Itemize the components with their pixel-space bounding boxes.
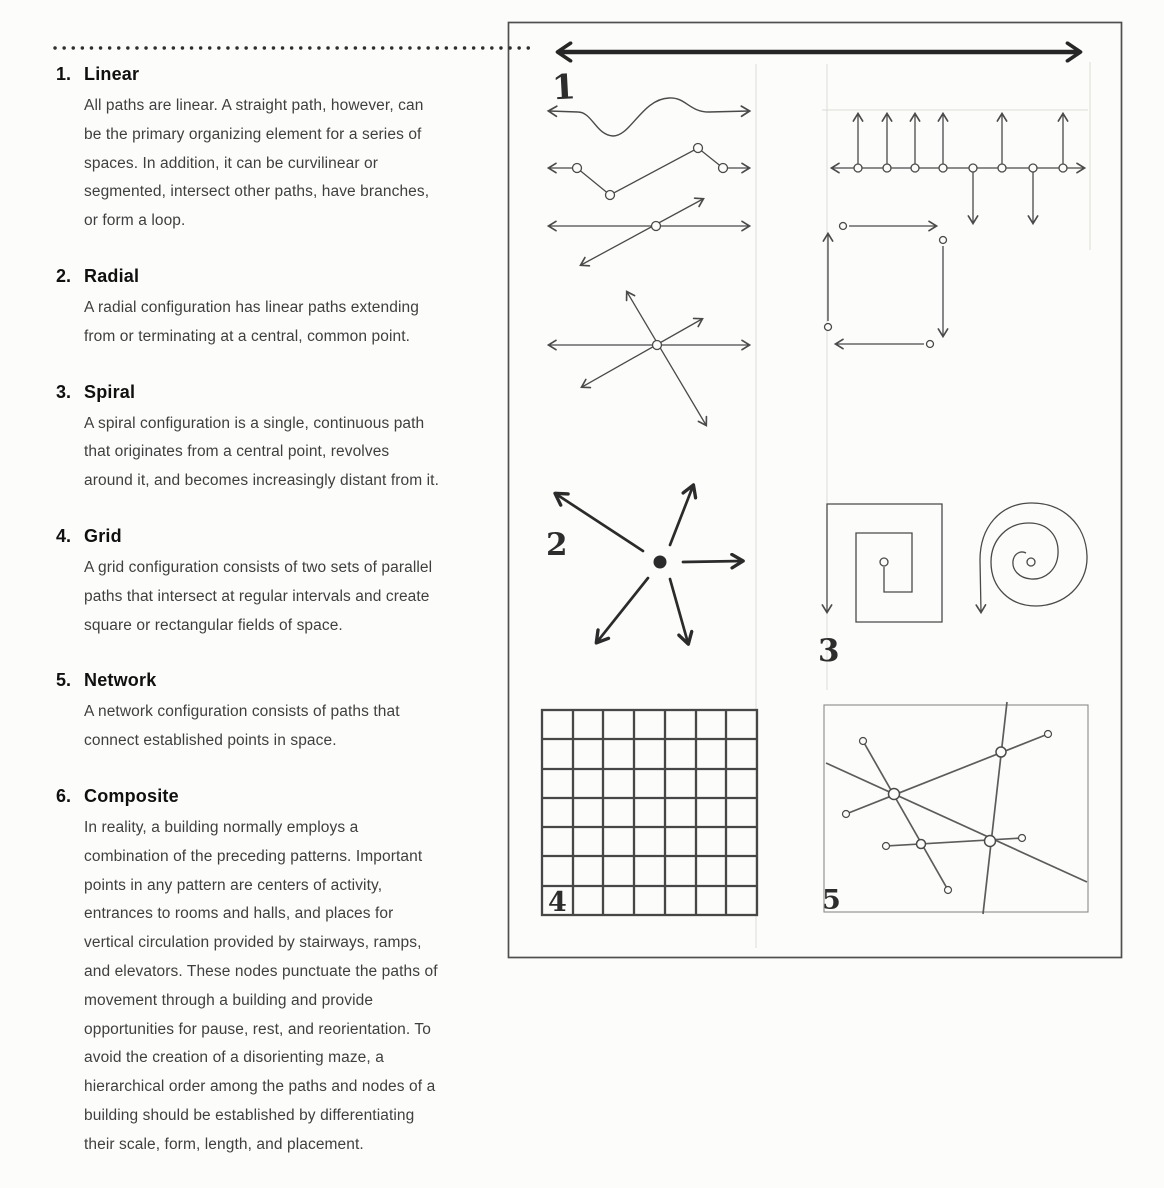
network-junction-node	[985, 836, 996, 847]
branch-node	[653, 341, 662, 350]
linear-branch-diagram	[549, 292, 749, 425]
section-number: 1.	[56, 64, 72, 84]
section-number: 4.	[56, 525, 72, 546]
network-diagram	[824, 702, 1088, 914]
central-point-node	[654, 556, 667, 569]
radial-diagram	[556, 486, 742, 643]
section-body: A radial configuration has linear paths extending from or terminating at a central, common point.	[84, 298, 419, 345]
round-spiral-diagram	[980, 503, 1087, 612]
linear-curvilinear-diagram	[549, 98, 749, 136]
panel-frame	[509, 23, 1122, 958]
section-body: A network configuration consists of paths that connect established points in space.	[84, 703, 400, 750]
spiral-origin-node	[880, 558, 888, 566]
linear-segmented-diagram	[549, 144, 749, 200]
spiral-origin-node	[1027, 558, 1035, 566]
section-title: Linear	[84, 64, 140, 84]
loop-diagram	[825, 223, 947, 348]
section-number: 2.	[56, 265, 72, 286]
label-radial: 2	[546, 527, 568, 563]
section-number: 3.	[56, 381, 72, 402]
grid-diagram	[542, 710, 757, 915]
network-junction-node	[996, 747, 1006, 757]
label-network: 5	[822, 885, 841, 916]
linear-intersect-diagram	[549, 199, 749, 265]
pencil-guide-lines	[756, 62, 1090, 948]
section-body: A spiral configuration is a single, continuous path that originates from a central point, revolves around it, and becomes increasingly distant from it.	[84, 414, 439, 490]
label-grid: 4	[548, 887, 567, 918]
label-spiral: 3	[818, 633, 840, 669]
section-title: Network	[84, 670, 157, 691]
label-linear: 1	[550, 67, 577, 109]
section-title: Grid	[84, 525, 122, 546]
branching-spine-diagram	[832, 114, 1084, 223]
section-title: Spiral	[84, 381, 136, 402]
section-body: In reality, a building normally employs a combination of the preceding patterns. Important points in any pattern are centers of activity, entrances to rooms and halls, and places for vertical circulation provided by stairways, ramps, and elevators. These nodes punctuate the paths of movement through a building and provide opportunities for pause, rest, and reorientation. To avoid the creation of a disorienting maze, a hierarchical order among the paths and nodes of a building should be established by differentiating their scale, form, length, and placement.	[84, 818, 438, 1153]
section-number: 6.	[56, 785, 72, 806]
section-number: 5.	[56, 670, 72, 691]
square-spiral-diagram	[827, 504, 942, 622]
network-junction-node	[917, 840, 926, 849]
section-body: A grid configuration consists of two sets of parallel paths that intersect at regular intervals and create square or rectangular fields of space.	[84, 558, 433, 634]
section-body: All paths are linear. A straight path, however, can be the primary organizing element for a series of spaces. In addition, it can be curvilinear or segmented, intersect other paths, have branches, or form a loop.	[84, 97, 430, 230]
intersection-node	[652, 222, 661, 231]
network-junction-node	[889, 789, 900, 800]
section-title: Radial	[84, 265, 140, 286]
section-title: Composite	[84, 785, 179, 806]
